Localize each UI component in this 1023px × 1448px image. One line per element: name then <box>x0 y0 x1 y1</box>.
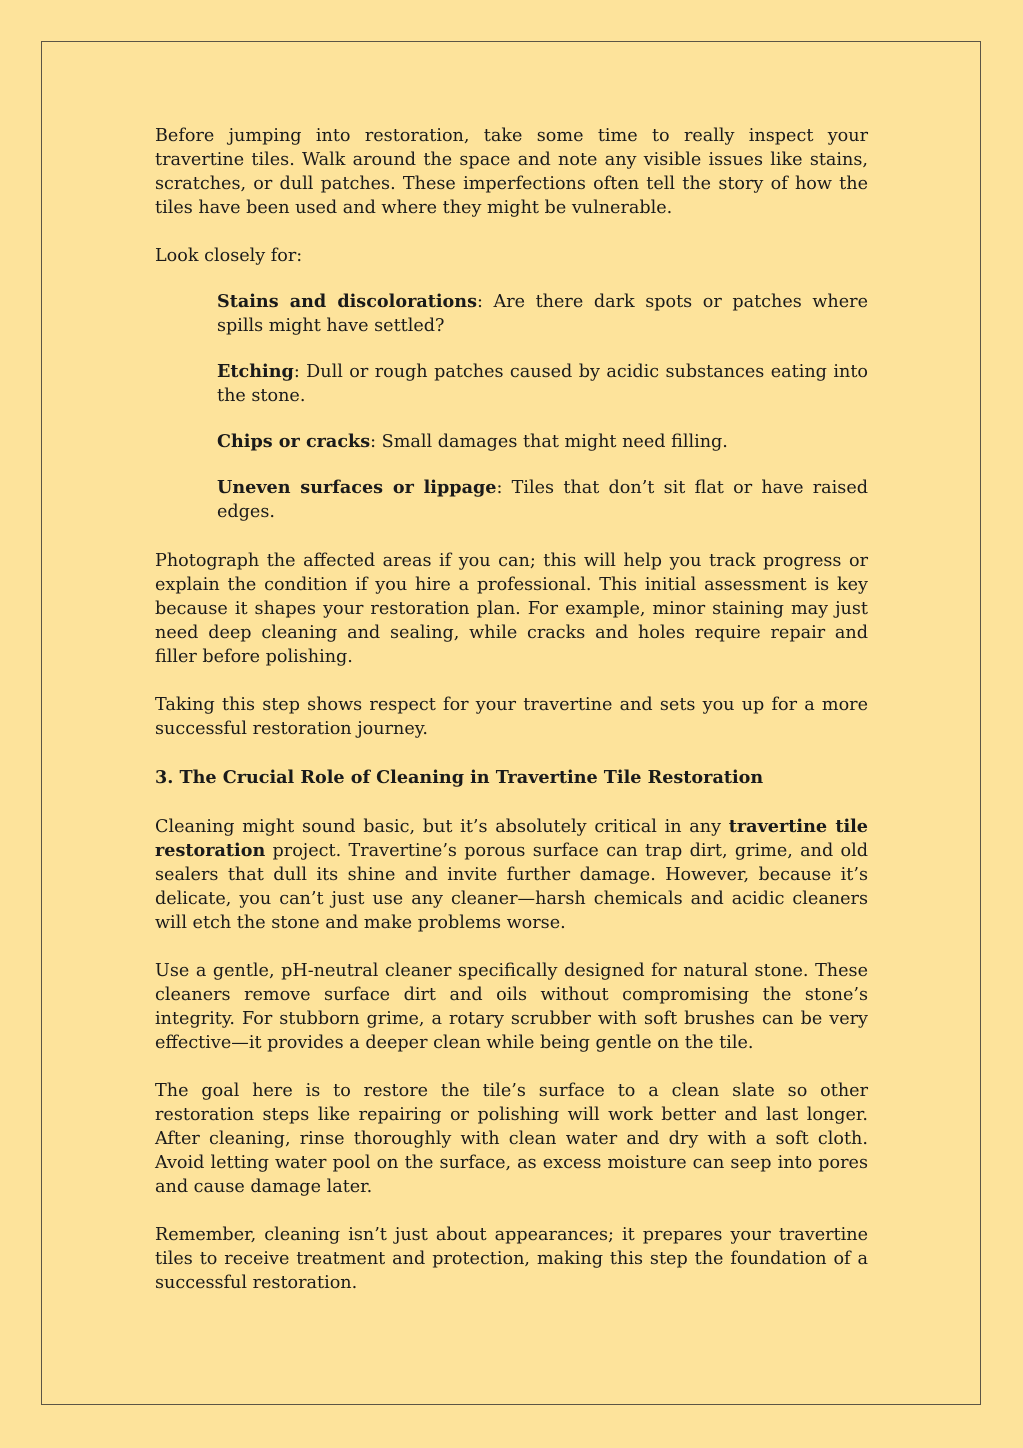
respect-paragraph: Taking this step shows respect for your travertine and sets you up for a more successful restoration journey. <box>155 695 868 739</box>
inspection-checklist <box>217 290 868 524</box>
checklist-item <box>217 476 868 524</box>
document-body <box>155 124 868 1295</box>
cleaner-paragraph: Use a gentle, pH-neutral cleaner specifically designed for natural stone. These cleaners remove surface dirt and oils without compromising the stone’s integrity. For stubborn grime, a rotary scrubber with soft brushes can be very effective—it provides a deeper clean while being gentle on the tile. <box>155 961 868 1053</box>
intro-paragraph: Before jumping into restoration, take some time to really inspect your travertine tiles. Walk around the space and note any visible issues like stains, scratches, or dull patches. These imperfections often tell the story of how the tiles have been used and where they might be vulnerable. <box>155 126 868 218</box>
section-heading: 3. The Crucial Role of Cleaning in Travertine Tile Restoration <box>155 767 764 788</box>
checklist-desc: : Small damages that might need filling. <box>370 432 728 452</box>
photograph-paragraph: Photograph the affected areas if you can; this will help you track progress or explain the condition if you hire a professional. This initial assessment is key because it shapes your restoration plan. For example, minor staining may just need deep cleaning and sealing, while cracks and holes require repair and filler before polishing. <box>155 551 868 667</box>
checklist-desc: : Are there dark spots or patches where spills might have settled? <box>217 292 868 336</box>
checklist-desc: : Tiles that don’t sit flat or have raised edges. <box>217 478 868 522</box>
cleaning-text-after: project. Travertine’s porous surface can trap dirt, grime, and old sealers that dull its shine and invite further damage. However, because it’s delicate, you can’t just use any cleaner—harsh chemicals and acidic cleaners will etch the stone and make problems worse. <box>155 841 868 933</box>
checklist-item <box>217 360 868 408</box>
cleaning-paragraph <box>155 815 868 935</box>
checklist-term: Etching <box>217 361 294 382</box>
cleaning-keyword: travertine tile restoration <box>155 816 869 861</box>
remember-paragraph: Remember, cleaning isn’t just about appearances; it prepares your travertine tiles to receive treatment and protection, making this step the foundation of a successful restoration. <box>155 1225 868 1293</box>
checklist-term: Uneven surfaces or lippage <box>217 477 497 498</box>
look-closely-label: Look closely for: <box>155 246 303 266</box>
checklist-term: Stains and discolorations <box>217 291 477 312</box>
checklist-item <box>217 290 868 338</box>
cleaning-text-before: Cleaning might sound basic, but it’s absolutely critical in any <box>155 817 729 837</box>
checklist-item <box>217 430 868 454</box>
goal-paragraph: The goal here is to restore the tile’s surface to a clean slate so other restoration steps like repairing or polishing will work better and last longer. After cleaning, rinse thoroughly with clean water and dry with a soft cloth. Avoid letting water pool on the surface, as excess moisture can seep into pores and cause damage later. <box>155 1081 868 1197</box>
checklist-term: Chips or cracks <box>217 431 371 452</box>
checklist-desc: : Dull or rough patches caused by acidic substances eating into the stone. <box>217 362 868 406</box>
